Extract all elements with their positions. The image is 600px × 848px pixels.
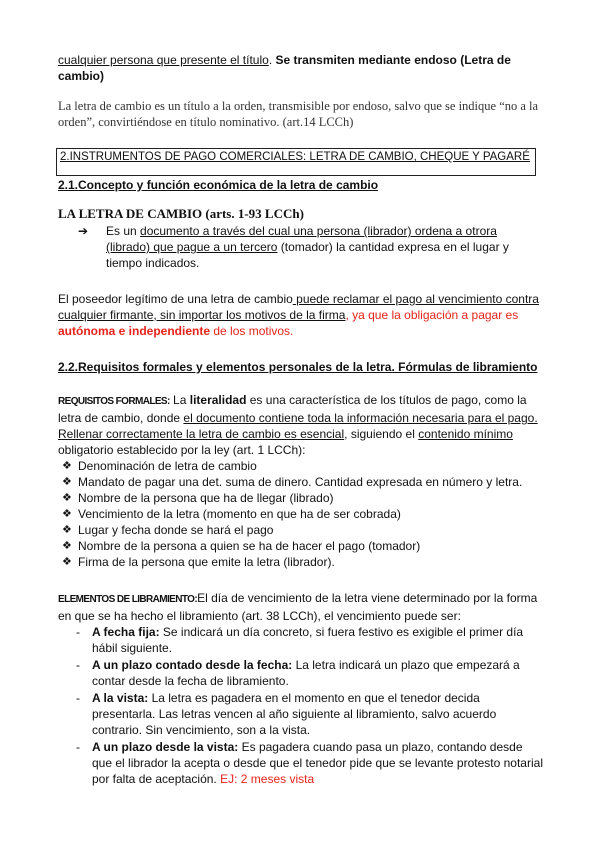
- document-page: [58, 52, 544, 788]
- item-text: La letra indicará un plazo que empezará a contar desde la fecha de libramiento.: [92, 658, 520, 688]
- item-text: La letra es pagadera en el momento en que el tenedor decida presentarla. Las letras vencen al año siguiente al libramiento, salvo acuerdo contrario. Sin vencimiento, son a la vista.: [92, 691, 497, 737]
- list-item: [58, 490, 544, 506]
- libramiento-paragraph: [58, 590, 544, 624]
- list-item-text: Nombre de la persona que ha de llegar (librado): [78, 491, 334, 505]
- libramiento-text: El día de vencimiento de la letra viene determinado por la forma en que se ha hecho el libramiento (art. 38 LCCh), el vencimiento puede ser:: [58, 591, 538, 623]
- section-2-1-heading: 2.1.Concepto y función económica de la letra de cambio: [58, 178, 379, 192]
- libramiento-label: ELEMENTOS DE LIBRAMIENTO:: [58, 594, 198, 605]
- arrow-underlined: documento a través del cual una persona (librador) ordena a otrora (librado) que pague a un tercero: [106, 224, 497, 254]
- dash-marker: -: [76, 691, 80, 705]
- poseedor-red-1: , ya que la obligación a pagar es: [345, 308, 519, 322]
- item-red: EJ: 2 meses vista: [220, 772, 315, 786]
- list-item-text: Lugar y fecha donde se hará el pago: [78, 523, 274, 537]
- poseedor-pre: El poseedor legítimo de una letra de cambio: [58, 292, 293, 306]
- item-bold: A fecha fija:: [92, 625, 160, 639]
- list-item-text: Vencimiento de la letra (momento en que ha de ser cobrada): [78, 507, 401, 521]
- boxed-heading: 2.INSTRUMENTOS DE PAGO COMERCIALES: LETRA DE CAMBIO, CHEQUE Y PAGARÉ: [56, 148, 536, 176]
- poseedor-red-2: de los motivos.: [210, 324, 294, 338]
- intro-link-text: cualquier persona que presente el título: [58, 53, 269, 67]
- diamond-icon: ❖: [62, 460, 72, 472]
- diamond-icon: ❖: [62, 492, 72, 504]
- diamond-icon: ❖: [62, 508, 72, 520]
- requisitos-list: [58, 458, 544, 570]
- libramiento-list: [58, 624, 544, 787]
- item-bold: A un plazo desde la vista:: [92, 740, 239, 754]
- list-item: [58, 624, 544, 656]
- list-item: [58, 522, 544, 538]
- arrow-icon: ➔: [78, 224, 89, 238]
- requisitos-t2: es una característica de los títulos de pago, como la letra de cambio, donde: [58, 393, 527, 425]
- requisitos-paragraph: [58, 392, 544, 458]
- list-item-text: Nombre de la persona a quien se ha de hacer el pago (tomador): [78, 539, 421, 553]
- diamond-icon: ❖: [62, 540, 72, 552]
- list-item: [58, 458, 544, 474]
- intro-paragraph: [58, 52, 544, 84]
- requisitos-underlined-1: el documento contiene toda la información necesaria para el pago. Rellenar correctamente la letra de cambio es esencial: [58, 411, 538, 441]
- requisitos-t1: La: [169, 393, 190, 407]
- list-item-text: Denominación de letra de cambio: [78, 459, 257, 473]
- poseedor-red-bold: autónoma e independiente: [58, 324, 211, 338]
- dash-marker: -: [76, 740, 80, 754]
- arrow-post: (tomador) la cantidad expresa en el lugar y tiempo indicados.: [106, 240, 509, 270]
- dash-marker: -: [76, 625, 80, 639]
- list-item: [58, 739, 544, 787]
- list-item: [58, 657, 544, 689]
- list-item-text: Mandato de pagar una det. suma de dinero. Cantidad expresada en número y letra.: [78, 475, 523, 489]
- list-item: [58, 538, 544, 554]
- serif-paragraph: La letra de cambio es un título a la orden, transmisible por endoso, salvo que se indique “no a la orden”, convirtiéndose en título nominativo. (art.14 LCCh): [58, 99, 539, 129]
- list-item: [58, 690, 544, 738]
- arrow-item: [58, 223, 544, 271]
- list-item: [58, 554, 544, 570]
- diamond-icon: ❖: [62, 524, 72, 536]
- list-item: [58, 506, 544, 522]
- intro-sep: .: [268, 53, 276, 67]
- dash-marker: -: [76, 658, 80, 672]
- diamond-icon: ❖: [62, 556, 72, 568]
- arrow-pre: Es un: [106, 224, 141, 238]
- item-bold: A la vista:: [92, 691, 149, 705]
- section-2-2-heading: 2.2.Requisitos formales y elementos personales de la letra. Fórmulas de libramiento: [58, 360, 538, 374]
- item-text: Es pagadera cuando pasa un plazo, contando desde que el librador la acepta o desde que el tenedor pide que se levante protesto notarial por falta de aceptación.: [92, 740, 543, 786]
- list-item-text: Firma de la persona que emite la letra (librador).: [78, 555, 335, 569]
- letra-title: LA LETRA DE CAMBIO (arts. 1-93 LCCh): [58, 206, 304, 221]
- intro-bold-text: Se transmiten mediante endoso (Letra de cambio): [58, 53, 511, 83]
- item-bold: A un plazo contado desde la fecha:: [92, 658, 293, 672]
- requisitos-t3: , siguiendo el: [344, 427, 419, 441]
- requisitos-t4: obligatorio establecido por la ley (art. 1 LCCh):: [58, 443, 306, 457]
- list-item: [58, 474, 544, 490]
- item-text: Se indicará un día concreto, si fuera festivo es exigible el primer día hábil siguiente.: [92, 625, 524, 655]
- diamond-icon: ❖: [62, 476, 72, 488]
- poseedor-underlined: puede reclamar el pago al vencimiento contra cualquier firmante, sin importar los motivos de la firma: [58, 292, 539, 322]
- requisitos-underlined-2: contenido mínimo: [418, 427, 513, 441]
- poseedor-paragraph: [58, 291, 544, 339]
- requisitos-bold: literalidad: [189, 393, 247, 407]
- requisitos-label: REQUISITOS FORMALES:: [58, 396, 170, 407]
